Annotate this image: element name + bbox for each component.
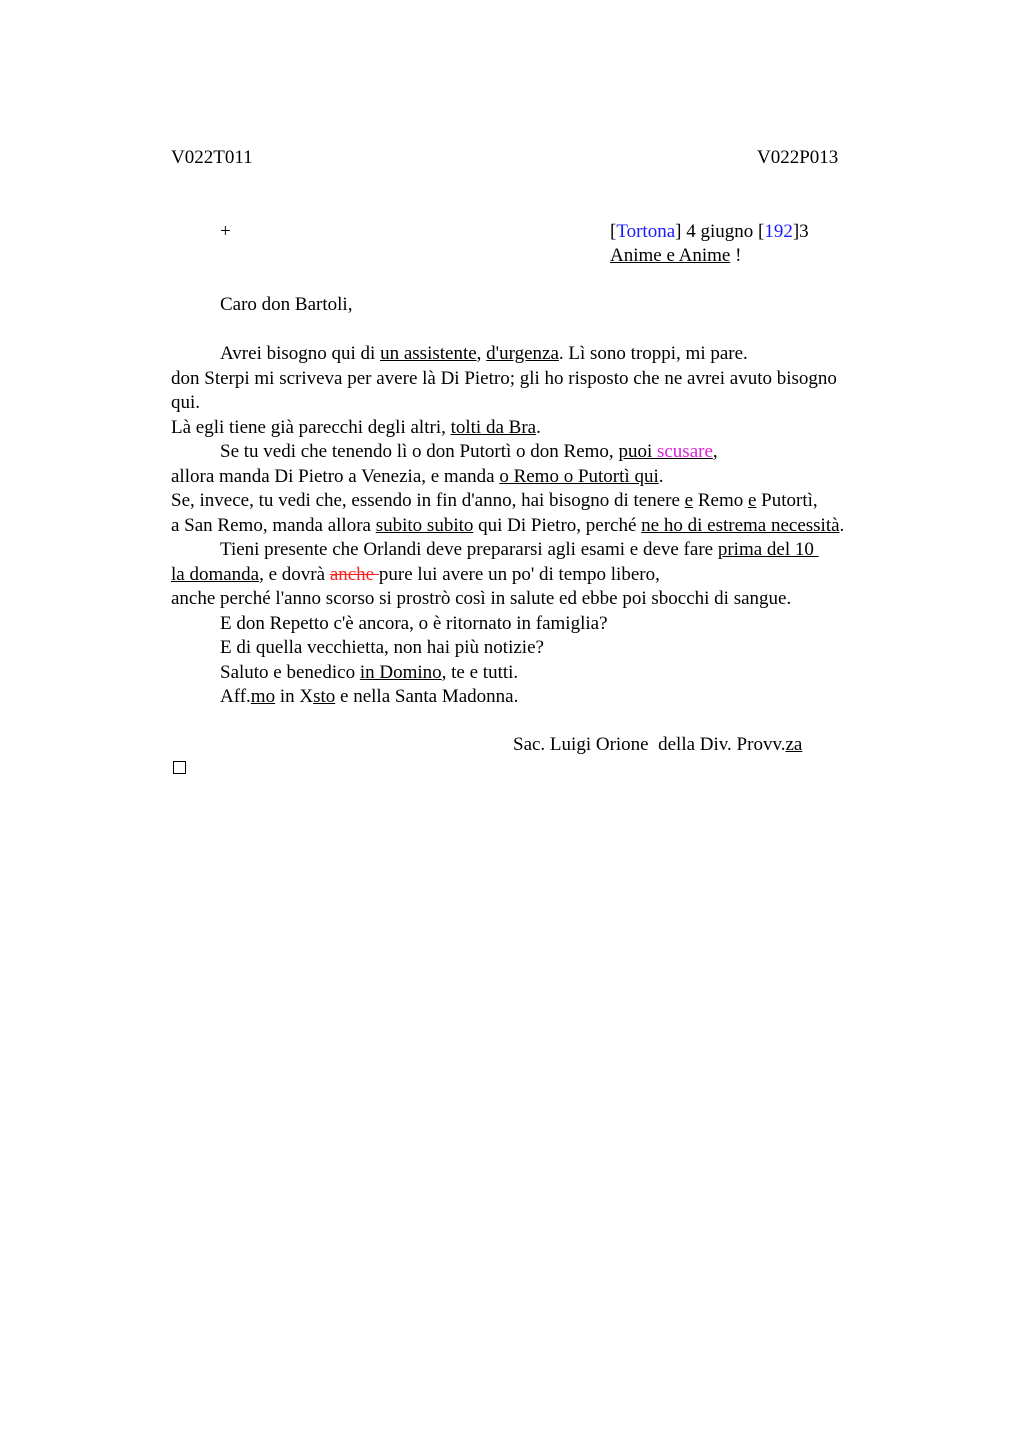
body-line: [171, 342, 931, 367]
text: allora manda Di Pietro a Venezia, e manda: [171, 465, 500, 487]
archive-code-right: V022P013: [757, 147, 839, 168]
body-line: anche perché l'anno scorso si prostrò così in salute ed ebbe poi sbocchi di sangue.: [171, 588, 792, 609]
cross-mark: +: [220, 221, 231, 242]
underlined-text: un assistente: [380, 343, 477, 364]
text: ,: [476, 343, 487, 364]
dateline-year: 192: [764, 221, 793, 242]
signature-text: Sac. Luigi Orione della Div. Provv.: [513, 734, 786, 755]
dateline-place: Tortona: [616, 221, 676, 242]
body-line: don Sterpi mi scriveva per avere là Di Pietro; gli ho risposto che ne avrei avuto bisogno: [171, 367, 837, 389]
salutation: Caro don Bartoli,: [220, 294, 353, 315]
text: Saluto e benedico: [220, 661, 360, 683]
body-line: [171, 489, 931, 514]
underlined-text: d'urgenza: [486, 343, 559, 364]
text: Avrei bisogno qui di: [220, 343, 381, 364]
inserted-word: scusare: [656, 441, 713, 462]
text: qui Di Pietro, perché: [473, 514, 642, 536]
end-square-icon: [173, 761, 186, 774]
body-line: [171, 465, 931, 490]
body-line: qui.: [171, 392, 201, 413]
deleted-word: anche: [329, 563, 379, 585]
dateline-bracket: [: [610, 221, 617, 242]
underlined-group: [618, 441, 712, 462]
text: Là egli tiene già parecchi degli altri,: [171, 416, 451, 438]
text: a San Remo, manda allora: [171, 514, 376, 536]
underlined-text: ne ho di estrema necessità: [641, 514, 840, 536]
underlined-text: mo: [250, 686, 276, 707]
text: ,: [712, 441, 718, 462]
body-line: E don Repetto c'è ancora, o è ritornato in famiglia?: [220, 612, 608, 634]
underlined-text: o Remo o Putortì qui: [499, 465, 659, 487]
underlined-text: e: [747, 490, 757, 511]
signature-abbrev: za: [785, 734, 803, 755]
underlined-text: subito subito: [375, 514, 474, 536]
letter-body: [171, 342, 931, 710]
underlined-text: e: [684, 490, 694, 511]
archive-code-left: V022T011: [171, 147, 253, 168]
text: . Lì sono troppi, mi pare.: [558, 343, 748, 364]
motto-tail: !: [730, 245, 742, 266]
dateline: [610, 220, 809, 244]
text: Se tu vedi che tenendo lì o don Putortì o don Remo,: [220, 441, 619, 462]
underlined-text: sto: [313, 686, 336, 707]
body-line: [171, 685, 931, 710]
underlined-text: tolti da Bra: [450, 416, 537, 438]
text: e nella Santa Madonna.: [335, 686, 519, 707]
body-line: [171, 661, 931, 686]
text: , te e tutti.: [441, 661, 519, 683]
text: .: [658, 465, 664, 487]
text: , e dovrà: [259, 563, 330, 585]
text: .: [839, 514, 845, 536]
dateline-year-end: ]3: [792, 221, 809, 242]
body-line: [171, 538, 931, 563]
text: pure lui avere un po' di tempo libero,: [378, 563, 660, 585]
underlined-text: prima del 10: [717, 539, 819, 560]
motto-underlined: Anime e Anime: [610, 245, 731, 266]
body-line: [171, 416, 931, 441]
text: Se, invece, tu vedi che, essendo in fin d'anno, hai bisogno di tenere: [171, 490, 685, 511]
body-line: [171, 440, 931, 465]
body-line: [171, 514, 931, 539]
text: Aff.: [220, 686, 251, 707]
text: Remo: [693, 490, 748, 511]
underlined-text: puoi: [618, 441, 657, 462]
dateline-date: ] 4 giugno [: [675, 221, 765, 242]
text: Tieni presente che Orlandi deve prepararsi agli esami e deve fare: [220, 539, 718, 560]
motto: [610, 244, 741, 268]
signature: [513, 733, 802, 757]
text: in X: [275, 686, 314, 707]
underlined-text: la domanda: [171, 563, 260, 585]
body-line: E di quella vecchietta, non hai più notizie?: [220, 637, 544, 658]
underlined-text: in Domino: [359, 661, 442, 683]
body-line: [171, 563, 931, 588]
text: .: [536, 416, 541, 438]
text: Putortì,: [756, 490, 818, 511]
